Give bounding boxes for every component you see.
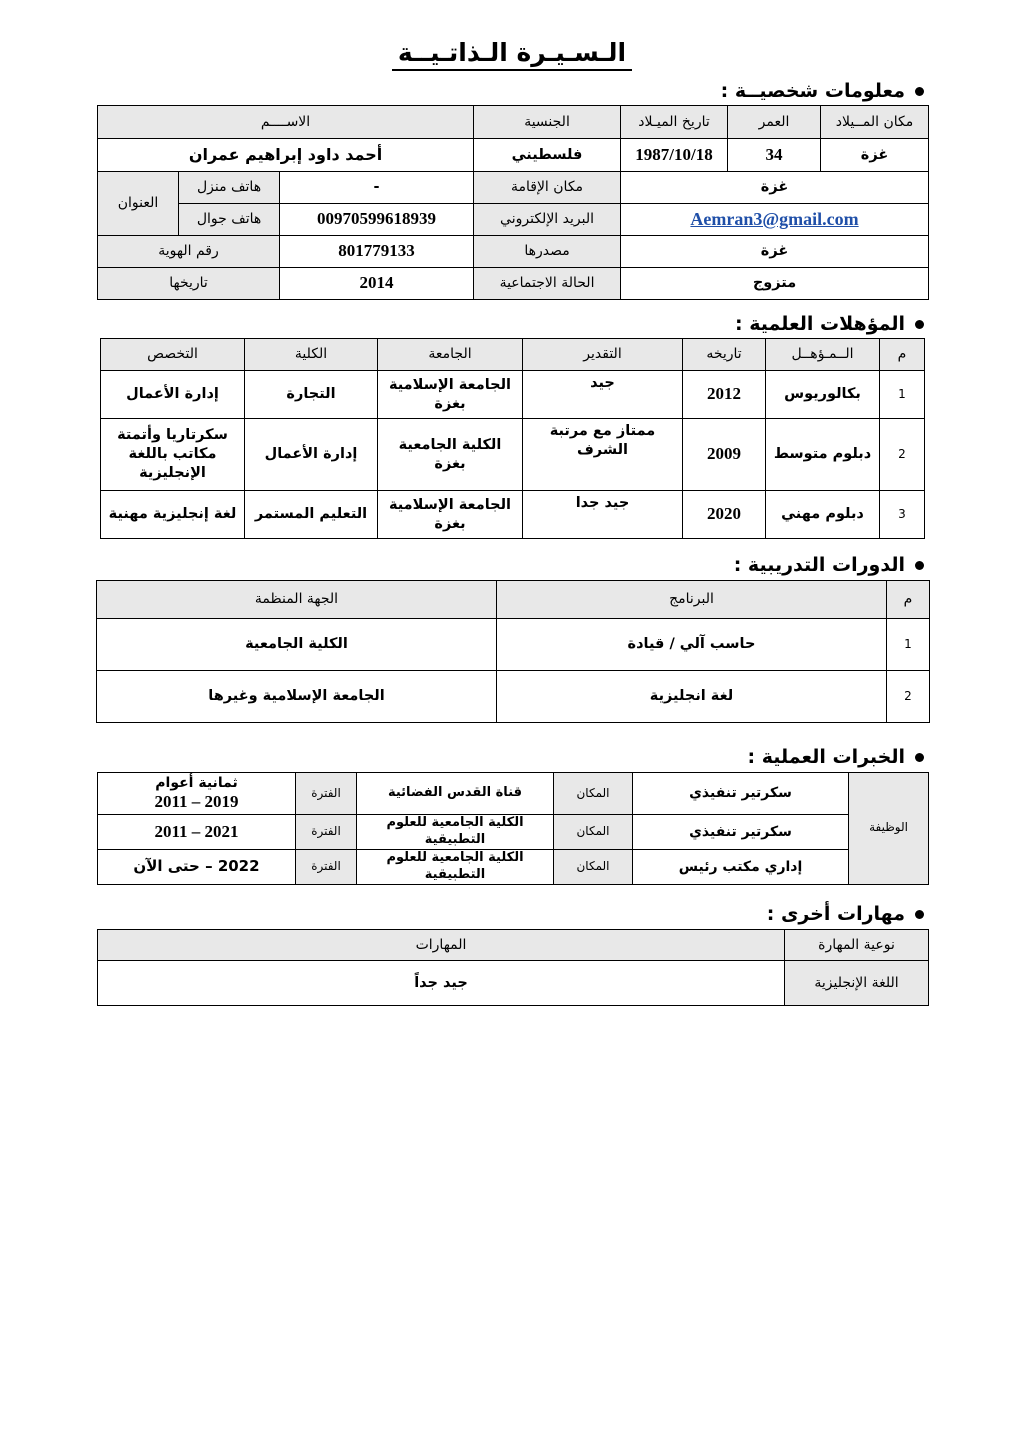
- personal-info-table: [97, 105, 929, 300]
- course-header-program: البرنامج: [497, 581, 887, 619]
- mobile-label: هاتف جوال: [179, 204, 280, 236]
- qual-header-degree: الــمـؤهــل: [766, 339, 880, 371]
- table-row: 2 لغة انجليزية الجامعة الإسلامية وغيرها: [97, 671, 930, 723]
- bullet-icon: [915, 561, 924, 570]
- bullet-icon: [915, 753, 924, 762]
- marital-label: الحالة الاجتماعية: [474, 268, 621, 300]
- section-personal-heading: معلومات شخصيــة :: [721, 80, 924, 102]
- mobile-value: 00970599618939: [280, 204, 474, 236]
- bullet-icon: [915, 87, 924, 96]
- course-header-org: الجهة المنظمة: [97, 581, 497, 619]
- home-phone-label: هاتف منزل: [179, 172, 280, 204]
- header-birth-place: مكان المــيلاد: [821, 106, 929, 139]
- nationality-value: فلسطيني: [474, 139, 621, 172]
- qual-header-university: الجامعة: [378, 339, 523, 371]
- header-nationality: الجنسية: [474, 106, 621, 139]
- age-value: 34: [728, 139, 821, 172]
- page-title: الـسـيـرة الـذاتـيــة: [0, 38, 1024, 67]
- residence-value: غزة: [621, 172, 929, 204]
- qual-header-grade: التقدير: [523, 339, 683, 371]
- bullet-icon: [915, 910, 924, 919]
- section-experience-heading: الخبرات العملية :: [748, 746, 925, 768]
- qual-header-no: م: [880, 339, 925, 371]
- birth-date-value: 1987/10/18: [621, 139, 728, 172]
- table-row: سكرتير تنفيذي المكان الكلية الجامعية للعلوم التطبيقية الفترة 2011 – 2021: [98, 815, 929, 850]
- table-row: إداري مكتب رئيس المكان الكلية الجامعية للعلوم التطبيقية الفترة 2022 – حتى الآن: [98, 849, 929, 884]
- skills-table: [97, 929, 929, 1006]
- courses-table: [96, 580, 930, 723]
- header-name: الاســــم: [98, 106, 474, 139]
- id-source-value: غزة: [621, 236, 929, 268]
- residence-label: مكان الإقامة: [474, 172, 621, 204]
- id-number-value: 801779133: [280, 236, 474, 268]
- name-value: أحمد داود إبراهيم عمران: [98, 139, 474, 172]
- qual-header-year: تاريخه: [683, 339, 766, 371]
- course-header-no: م: [887, 581, 930, 619]
- section-skills-heading: مهارات أخرى :: [767, 903, 924, 925]
- id-source-label: مصدرها: [474, 236, 621, 268]
- id-date-label: تاريخها: [98, 268, 280, 300]
- header-birth-date: تاريخ الميـلاد: [621, 106, 728, 139]
- birth-place-value: غزة: [821, 139, 929, 172]
- table-row: اللغة الإنجليزية جيد جداً: [98, 961, 929, 1006]
- id-number-label: رقم الهوية: [98, 236, 280, 268]
- skills-header-type: نوعية المهارة: [785, 930, 929, 961]
- email-label: البريد الإلكتروني: [474, 204, 621, 236]
- job-label: الوظيفة: [849, 773, 929, 885]
- experience-table: [97, 772, 929, 885]
- id-date-value: 2014: [280, 268, 474, 300]
- section-courses-heading: الدورات التدريبية :: [734, 554, 924, 576]
- header-age: العمر: [728, 106, 821, 139]
- address-label: العنوان: [98, 172, 179, 236]
- marital-value: متزوج: [621, 268, 929, 300]
- qual-header-major: التخصص: [101, 339, 245, 371]
- section-qualifications-heading: المؤهلات العلمية :: [735, 313, 924, 335]
- email-value[interactable]: [621, 204, 929, 236]
- qualifications-table: [100, 338, 925, 539]
- skills-header-level: المهارات: [98, 930, 785, 961]
- table-row: 3 دبلوم مهني 2020 جيد جدا الجامعة الإسلامية بغزة التعليم المستمر لغة إنجليزية مهنية: [101, 491, 925, 539]
- table-row: 1 بكالوريوس 2012 جيد الجامعة الإسلامية بغزة التجارة إدارة الأعمال: [101, 371, 925, 419]
- table-row: الوظيفة سكرتير تنفيذي المكان قناة القدس الفضائية الفترة ثمانية أعوام 2011 – 2019: [98, 773, 929, 815]
- email-link[interactable]: Aemran3@gmail.com: [690, 208, 859, 229]
- table-row: 1 حاسب آلي / قيادة الكلية الجامعية: [97, 619, 930, 671]
- bullet-icon: [915, 320, 924, 329]
- qual-header-college: الكلية: [245, 339, 378, 371]
- table-row: 2 دبلوم متوسط 2009 ممتاز مع مرتبة الشرف الكلية الجامعية بغزة إدارة الأعمال سكرتاريا وأتمتة مكاتب باللغة الإنجليزية: [101, 419, 925, 491]
- home-phone-value: -: [280, 172, 474, 204]
